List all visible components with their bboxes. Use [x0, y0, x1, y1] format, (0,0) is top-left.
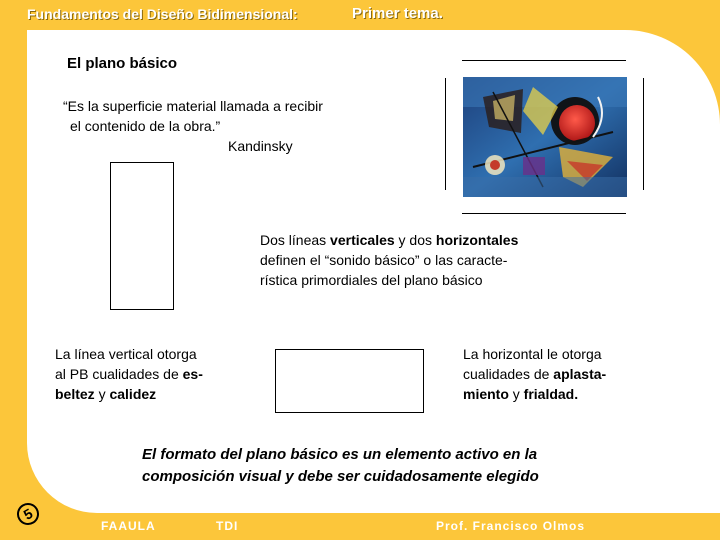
slide-number-badge: 5: [13, 499, 43, 529]
emphasis-verticales: verticales: [330, 232, 395, 248]
vertical-format-rectangle: [110, 162, 174, 310]
text-line: rística primordiales del plano básico: [260, 272, 483, 288]
frame-line-right: [643, 78, 644, 190]
quote-author: Kandinsky: [228, 138, 293, 154]
text-line: [463, 364, 606, 384]
emphasis-horizontales: horizontales: [435, 232, 519, 248]
kandinsky-quote: [63, 96, 323, 136]
lines-description: [260, 230, 518, 290]
frame-line-top: [462, 60, 626, 61]
footer-org: FAAULA: [101, 519, 156, 533]
text-line: [260, 230, 518, 250]
kandinsky-painting: [463, 77, 627, 197]
emphasis-aplastamiento: miento: [463, 386, 509, 402]
text-run: y dos: [394, 232, 436, 248]
text-line: El formato del plano básico es un elemento activo en la: [142, 446, 538, 463]
text-line: La línea vertical otorga: [55, 346, 197, 362]
section-title: El plano básico: [67, 55, 178, 72]
quote-line: “Es la superficie material llamada a recibir: [63, 98, 323, 114]
horizontal-format-rectangle: [275, 349, 424, 413]
text-line: La horizontal le otorga: [463, 346, 602, 362]
footer-professor: Prof. Francisco Olmos: [436, 519, 586, 533]
footer-dept: TDI: [216, 519, 239, 533]
text-run: al PB cualidades de: [55, 366, 183, 382]
vertical-line-description: [55, 344, 203, 404]
text-line: [55, 364, 203, 384]
frame-line-bottom: [462, 213, 626, 214]
quote-line: el contenido de la obra.”: [70, 118, 221, 134]
text-run: .: [574, 386, 579, 402]
text-run: cualidades de: [463, 366, 554, 382]
conclusion: [142, 444, 539, 488]
text-run: y: [508, 386, 524, 402]
text-line: definen el “sonido básico” o las caracte-: [260, 252, 508, 268]
emphasis-frialdad: frialdad: [523, 386, 575, 402]
text-run: y: [94, 386, 110, 402]
topic-title: Primer tema.: [352, 5, 443, 22]
text-run: Dos líneas: [260, 232, 331, 248]
frame-line-left: [445, 78, 446, 190]
text-line: [55, 384, 203, 404]
emphasis-calidez: calidez: [109, 386, 157, 402]
text-line: composición visual y debe ser cuidadosamente elegido: [142, 468, 539, 485]
emphasis-esbeltez: es-: [182, 366, 203, 382]
emphasis-aplastamiento: aplasta-: [553, 366, 607, 382]
horizontal-line-description: [463, 344, 606, 404]
course-title: Fundamentos del Diseño Bidimensional:: [27, 6, 298, 22]
emphasis-esbeltez: beltez: [55, 386, 95, 402]
text-line: [463, 384, 606, 404]
